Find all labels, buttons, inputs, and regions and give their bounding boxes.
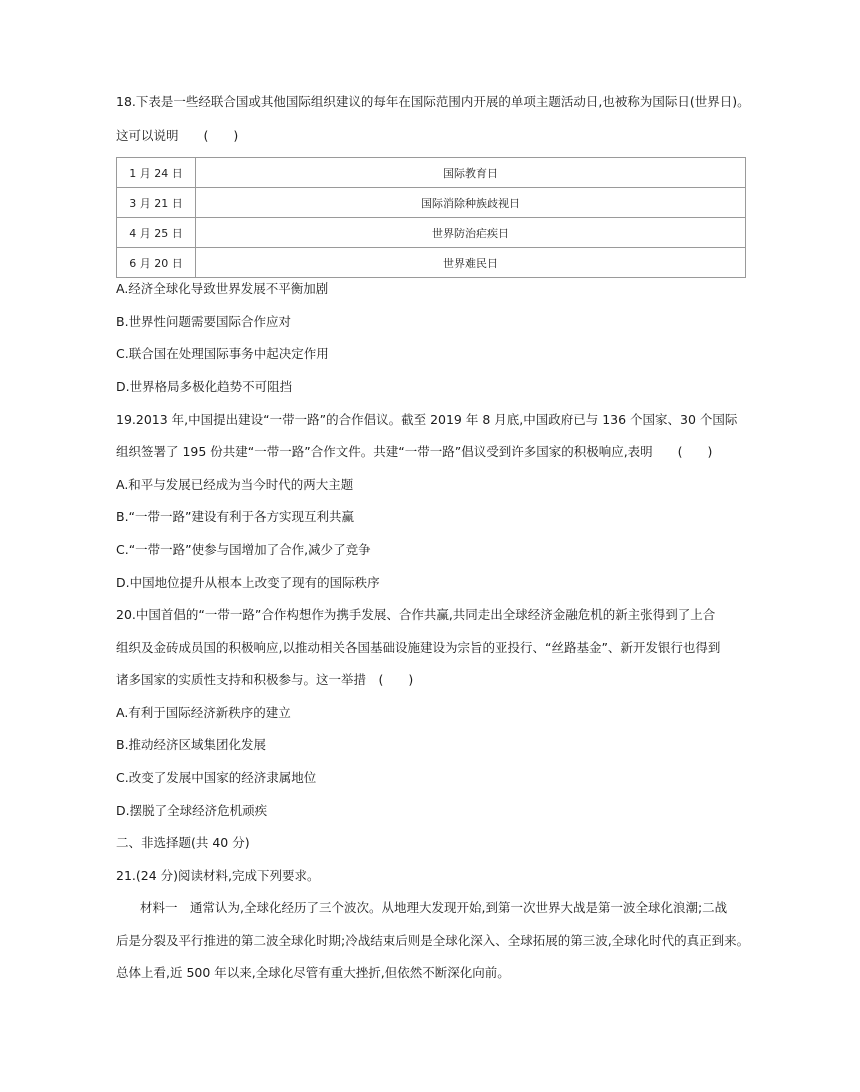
section-heading: 二、非选择题(共 40 分): [116, 835, 250, 850]
q21-stem: 21.(24 分)阅读材料,完成下列要求。: [116, 868, 320, 883]
q19-stem-line-2: 组织签署了 195 份共建“一带一路”合作文件。共建“一带一路”倡议受到许多国家的积极响应,表明 ( ): [116, 444, 713, 459]
table-cell-date: 6 月 20 日: [117, 248, 196, 278]
q20-option-c: C.改变了发展中国家的经济隶属地位: [116, 770, 317, 785]
q20-option-a: A.有利于国际经济新秩序的建立: [116, 705, 291, 720]
q20-stem-line-1: 20.中国首倡的“一带一路”合作构想作为携手发展、合作共赢,共同走出全球经济金融危机的新主张得到了上合: [116, 607, 716, 622]
q19-option-d: D.中国地位提升从根本上改变了现有的国际秩序: [116, 575, 380, 590]
q18-option-b: B.世界性问题需要国际合作应对: [116, 314, 292, 329]
q20-option-d: D.摆脱了全球经济危机顽疾: [116, 803, 268, 818]
q21-material-line-2: 后是分裂及平行推进的第二波全球化时期;冷战结束后则是全球化深入、全球拓展的第三波,全球化时代的真正到来。: [116, 933, 750, 948]
q18-stem-line-2: 这可以说明 ( ): [116, 128, 239, 143]
q18-option-c: C.联合国在处理国际事务中起决定作用: [116, 346, 329, 361]
q20-option-b: B.推动经济区域集团化发展: [116, 737, 267, 752]
q21-material-line-3: 总体上看,近 500 年以来,全球化尽管有重大挫折,但依然不断深化向前。: [116, 965, 510, 980]
table-cell-name: 世界难民日: [196, 248, 746, 278]
q18-option-a: A.经济全球化导致世界发展不平衡加剧: [116, 281, 329, 296]
q19-option-a: A.和平与发展已经成为当今时代的两大主题: [116, 477, 354, 492]
table-row: [117, 188, 746, 218]
q19-option-c: C.“一带一路”使参与国增加了合作,减少了竞争: [116, 542, 371, 557]
table-cell-name: 国际消除种族歧视日: [196, 188, 746, 218]
table-row: [117, 158, 746, 188]
table-cell-date: 3 月 21 日: [117, 188, 196, 218]
table-cell-name: 世界防治疟疾日: [196, 218, 746, 248]
q20-stem-line-2: 组织及金砖成员国的积极响应,以推动相关各国基础设施建设为宗旨的亚投行、“丝路基金”、新开发银行也得到: [116, 640, 721, 655]
q20-stem-line-3: 诸多国家的实质性支持和积极参与。这一举措 ( ): [116, 672, 414, 687]
table-row: [117, 248, 746, 278]
table-cell-date: 4 月 25 日: [117, 218, 196, 248]
q18-option-d: D.世界格局多极化趋势不可阻挡: [116, 379, 293, 394]
q18-stem-line-1: 18.下表是一些经联合国或其他国际组织建议的每年在国际范围内开展的单项主题活动日,也被称为国际日(世界日)。: [116, 94, 750, 109]
table-cell-date: 1 月 24 日: [117, 158, 196, 188]
q21-material-line-1: 材料一 通常认为,全球化经历了三个波次。从地理大发现开始,到第一次世界大战是第一波全球化浪潮;二战: [140, 900, 728, 915]
q19-option-b: B.“一带一路”建设有利于各方实现互利共赢: [116, 509, 355, 524]
table-cell-name: 国际教育日: [196, 158, 746, 188]
table-row: [117, 218, 746, 248]
q19-stem-line-1: 19.2013 年,中国提出建设“一带一路”的合作倡议。截至 2019 年 8 月底,中国政府已与 136 个国家、30 个国际: [116, 412, 738, 427]
international-days-table: [116, 157, 746, 278]
